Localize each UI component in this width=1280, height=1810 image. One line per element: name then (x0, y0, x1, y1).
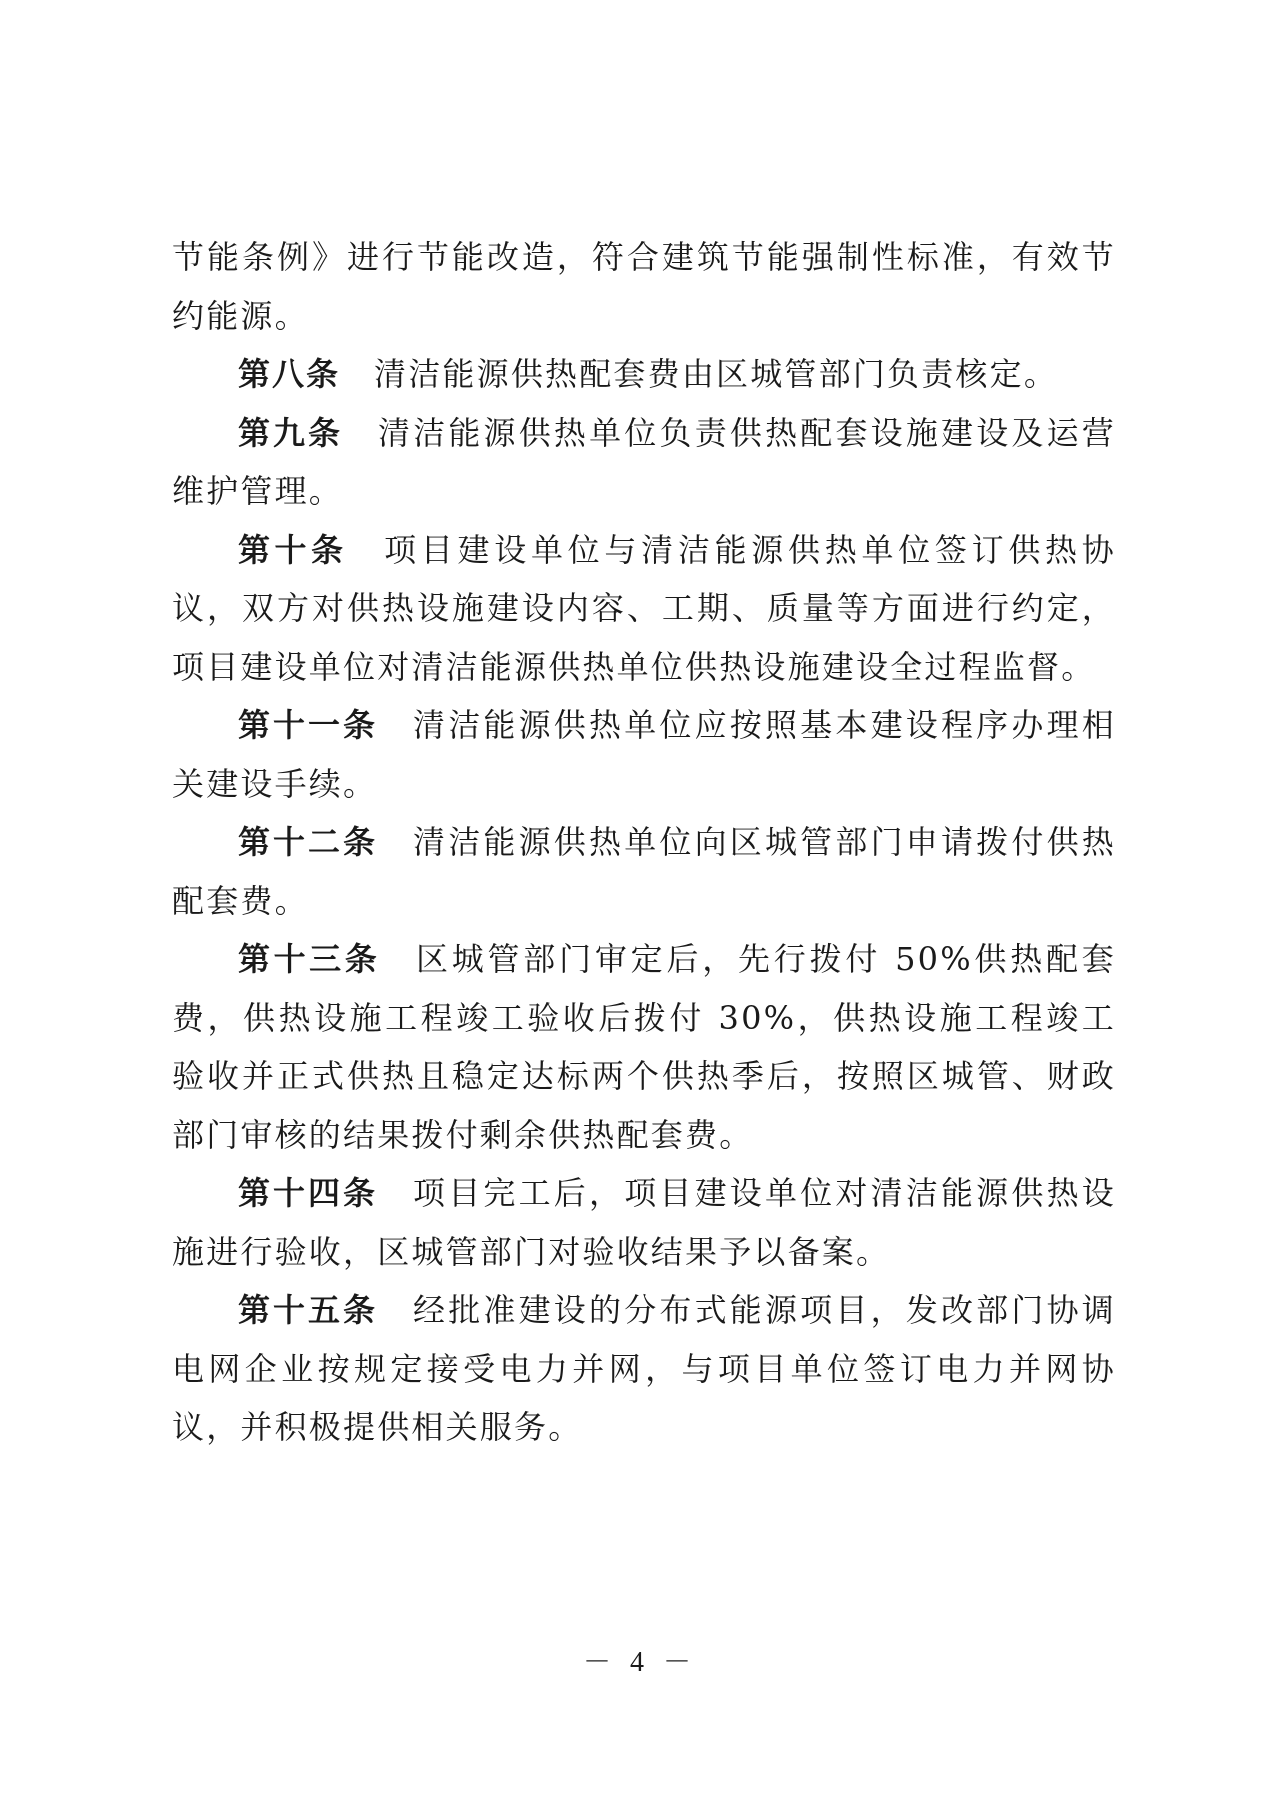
article-13 (172, 930, 1116, 1164)
article-15 (172, 1281, 1116, 1457)
article-12 (172, 813, 1116, 930)
article-label: 第十五条 (238, 1291, 378, 1329)
article-9 (172, 404, 1116, 521)
article-label: 第九条 (238, 413, 343, 452)
article-label: 第十四条 (238, 1174, 378, 1212)
article-14 (172, 1164, 1116, 1281)
article-text: 清洁能源供热单位负责供热配套设施建设及运营维护管理。 (172, 413, 1116, 510)
article-label: 第十一条 (238, 706, 378, 744)
article-text: 清洁能源供热单位应按照基本建设程序办理相关建设手续。 (172, 706, 1116, 803)
article-text: 项目完工后，项目建设单位对清洁能源供热设施进行验收，区城管部门对验收结果予以备案。 (172, 1174, 1116, 1271)
article-text: 清洁能源供热单位向区城管部门申请拨付供热配套费。 (172, 823, 1116, 920)
article-text: 项目建设单位与清洁能源供热单位签订供热协议，双方对供热设施建设内容、工期、质量等方面进行约定，项目建设单位对清洁能源供热单位供热设施建设全过程监督。 (172, 530, 1116, 686)
article-text: 清洁能源供热配套费由区城管部门负责核定。 (374, 355, 1059, 393)
page-number: － 4 － (582, 1647, 697, 1678)
article-label: 第十三条 (238, 940, 381, 978)
article-label: 第十二条 (238, 823, 378, 861)
article-10 (172, 521, 1116, 697)
article-label: 第十条 (238, 530, 348, 569)
document-body (172, 228, 1116, 1457)
article-text: 经批准建设的分布式能源项目，发改部门协调电网企业按规定接受电力并网，与项目单位签订电力并网协议，并积极提供相关服务。 (172, 1291, 1116, 1446)
article-8 (172, 345, 1116, 404)
article-text: 区城管部门审定后，先行拨付 50%供热配套费，供热设施工程竣工验收后拨付 30%，供热设施工程竣工验收并正式供热且稳定达标两个供热季后，按照区城管、财政部门审核的结果拨付剩余供热配套费。 (172, 940, 1116, 1154)
continuation-paragraph: 节能条例》进行节能改造，符合建筑节能强制性标准，有效节约能源。 (172, 238, 1116, 335)
article-label: 第八条 (238, 355, 341, 393)
article-11 (172, 696, 1116, 813)
